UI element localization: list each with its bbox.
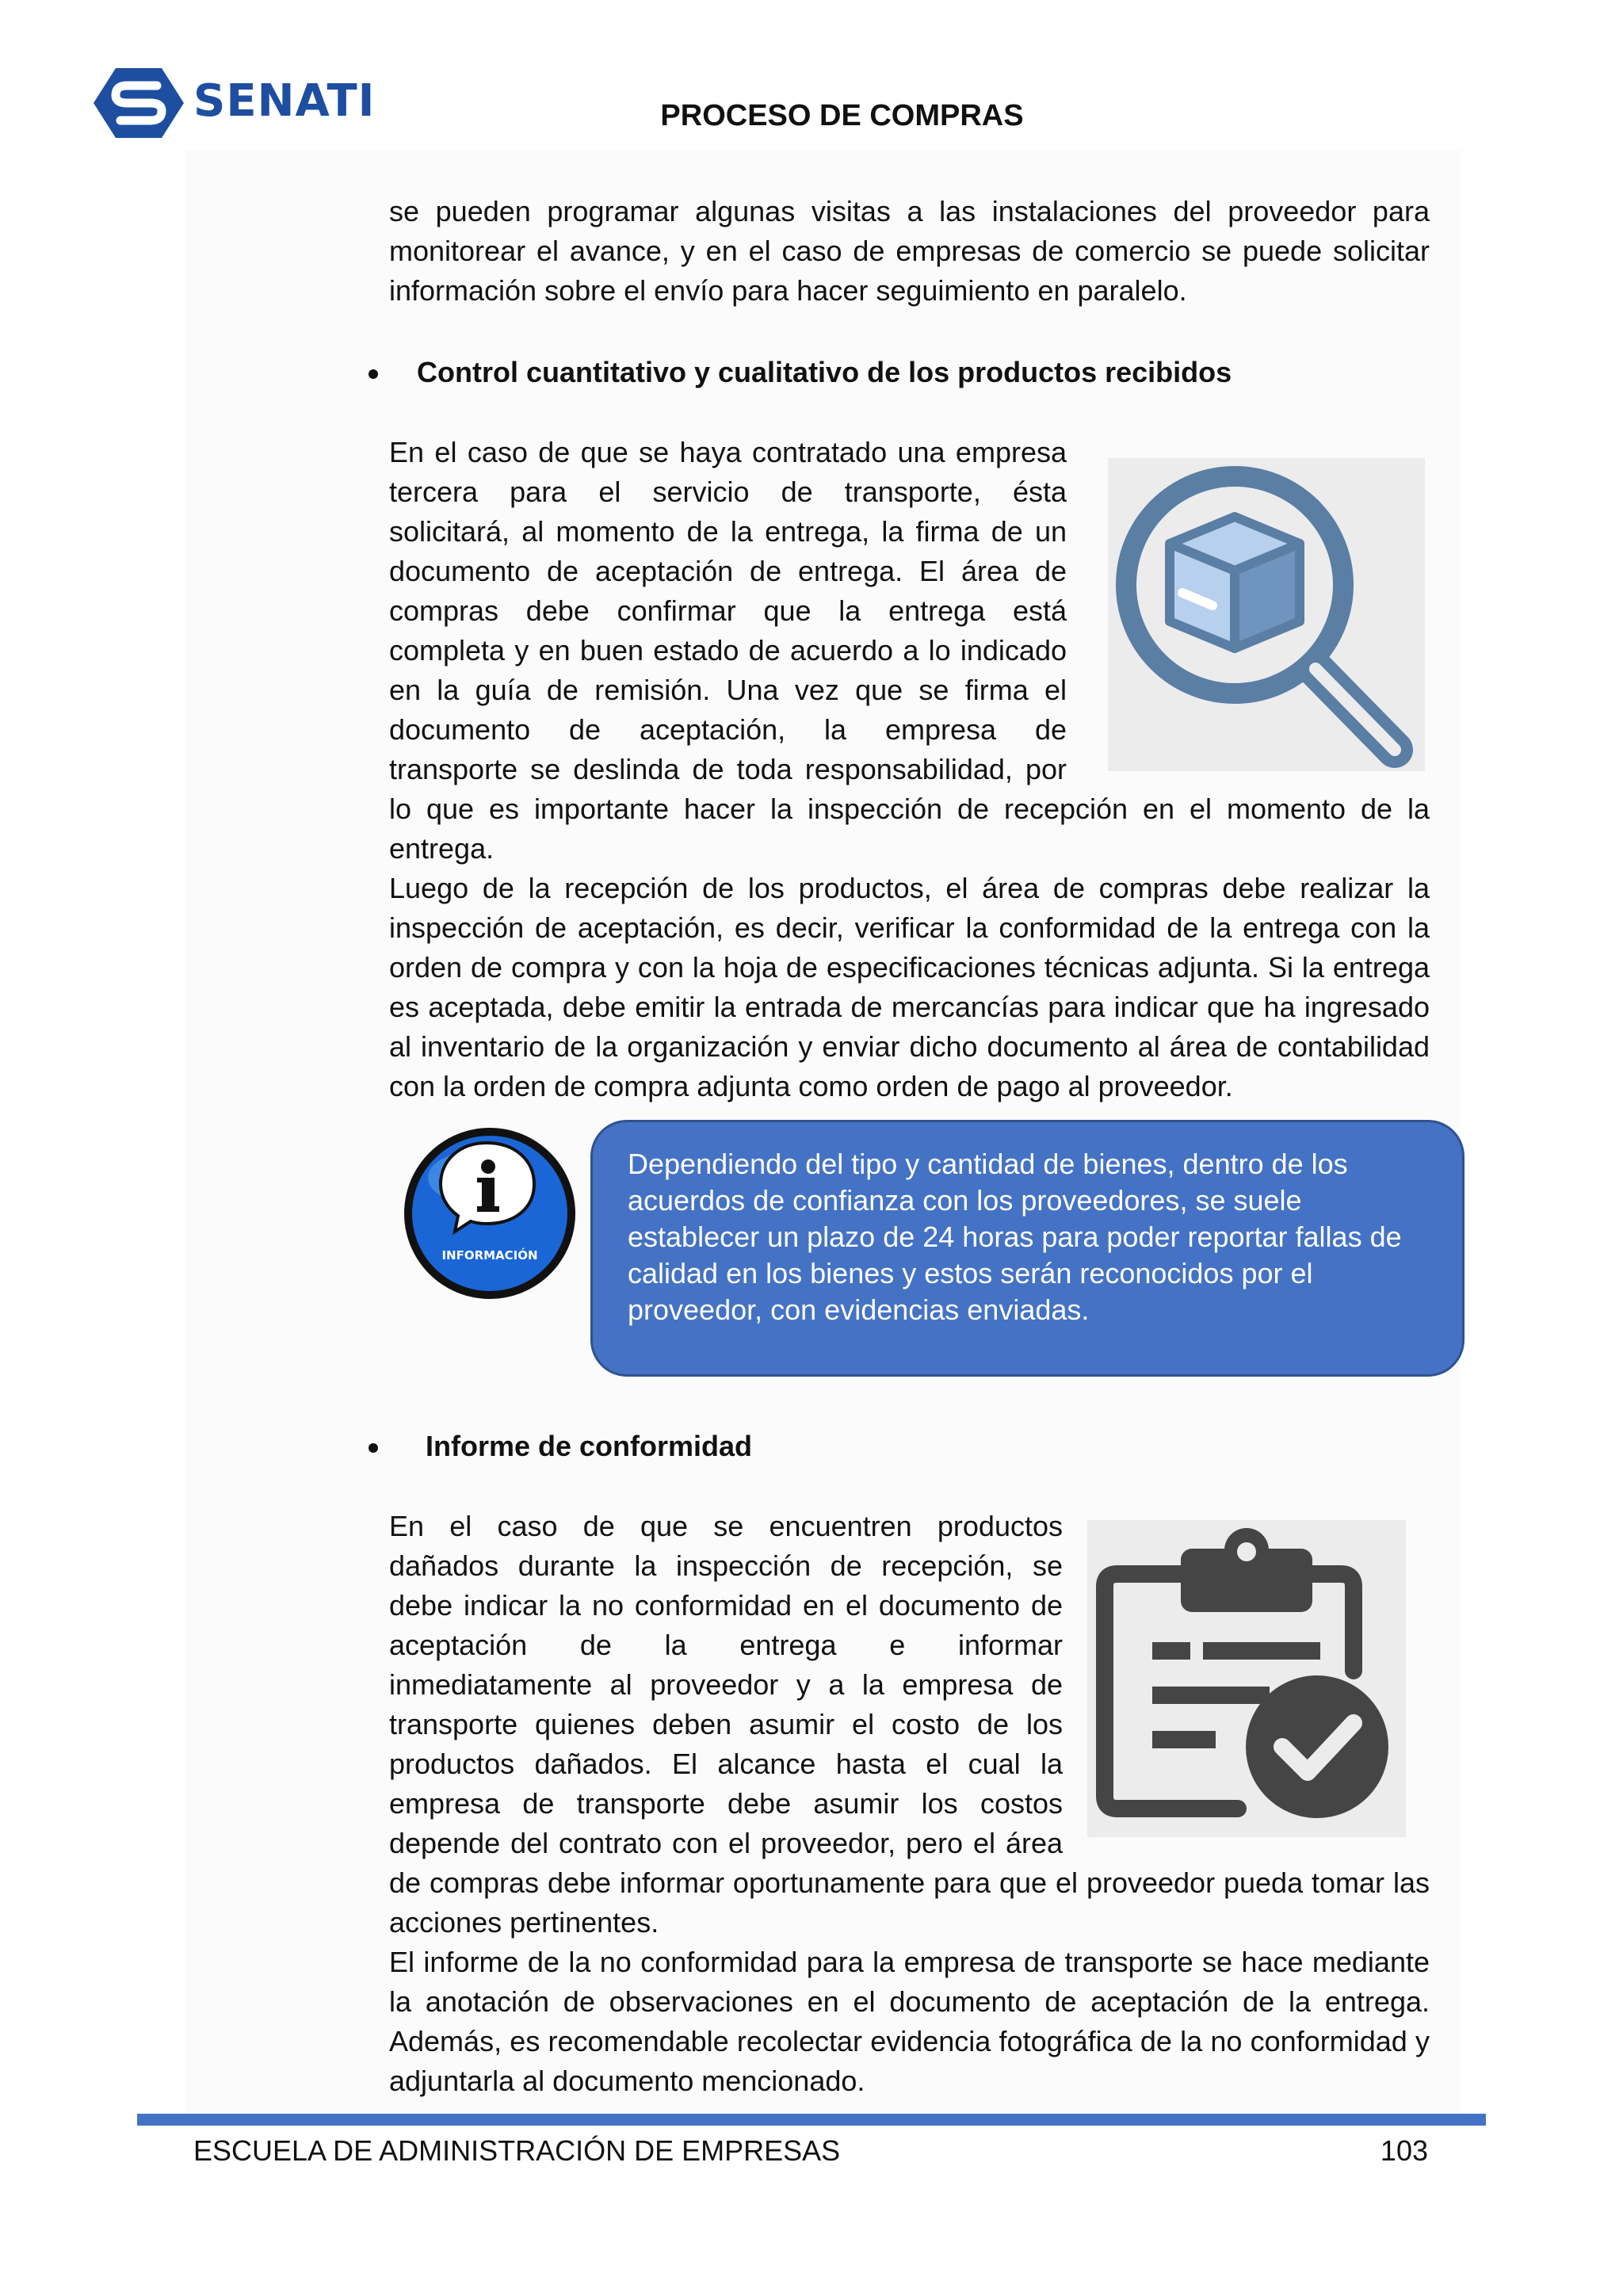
info-callout bbox=[590, 1120, 1465, 1377]
text-line: en la guía de remisión. Una vez que se firma el bbox=[389, 674, 1067, 706]
section1-wrap-text bbox=[389, 433, 1067, 789]
text-line: compras debe confirmar que la entrega está bbox=[389, 594, 1067, 627]
info-badge-label: INFORMACIÓN bbox=[441, 1248, 538, 1263]
text-line: transporte se deslinda de toda responsabilidad, por bbox=[389, 753, 1067, 785]
text-line: documento de aceptación, la empresa de bbox=[389, 713, 1067, 746]
intro-paragraph: se pueden programar algunas visitas a las instalaciones del proveedor para monitorear el avance, y en el caso de empresas de comercio se puede solicitar información sobre el envío para hacer seguimiento en paralelo. bbox=[389, 195, 1430, 307]
text-line: productos dañados. El alcance hasta el cual la bbox=[389, 1748, 1063, 1780]
section-heading-conformidad: Informe de conformidad bbox=[426, 1430, 753, 1462]
text-line: tercera para el servicio de transporte, ésta bbox=[389, 476, 1067, 508]
section2-paragraph-2: El informe de la no conformidad para la empresa de transporte se hace mediante la anotación de observaciones en el documento de aceptación de la entrega. Además, es recomendable recolectar evidencia fotográfica de la no conformidad y adjuntarla al documento mencionado. bbox=[389, 1946, 1430, 2097]
footer-divider bbox=[137, 2114, 1486, 2126]
info-badge bbox=[398, 1125, 582, 1301]
info-icon bbox=[398, 1125, 582, 1301]
clipboard-check-icon bbox=[1087, 1520, 1406, 1837]
section-heading-control: Control cuantitativo y cualitativo de los productos recibidos bbox=[417, 356, 1232, 388]
bullet-icon bbox=[369, 1443, 378, 1453]
text-line: dañados durante la inspección de recepción, se bbox=[389, 1549, 1063, 1582]
senati-logo-icon bbox=[92, 67, 185, 139]
info-callout-text: Dependiendo del tipo y cantidad de bienes, dentro de los acuerdos de confianza con los proveedores, se suele establecer un plazo de 24 horas para poder reportar fallas de calidad en los bienes y estos serán reconocidos por el proveedor, con evidencias enviadas. bbox=[628, 1148, 1402, 1326]
text-line: debe indicar la no conformidad en el documento de bbox=[389, 1589, 1063, 1622]
text-line: empresa de transporte debe asumir los costos bbox=[389, 1787, 1063, 1820]
page-title: PROCESO DE COMPRAS bbox=[660, 99, 1024, 132]
footer-school: ESCUELA DE ADMINISTRACIÓN DE EMPRESAS bbox=[193, 2134, 841, 2167]
text-line: documento de aceptación de entrega. El área de bbox=[389, 555, 1067, 587]
text-line: inmediatamente al proveedor y a la empresa de bbox=[389, 1668, 1063, 1701]
text-line: depende del contrato con el proveedor, pero el área bbox=[389, 1827, 1063, 1859]
text-line: transporte quienes deben asumir el costo de los bbox=[389, 1708, 1063, 1740]
text-line: completa y en buen estado de acuerdo a lo indicado bbox=[389, 634, 1067, 667]
page-number: 103 bbox=[1380, 2134, 1428, 2167]
section2-continuation: de compras debe informar oportunamente para que el proveedor pueda tomar las acciones pertinentes. bbox=[389, 1866, 1430, 1939]
text-line: aceptación de la entrega e informar bbox=[389, 1629, 1063, 1661]
section1-continuation: lo que es importante hacer la inspección de recepción en el momento de la entrega. bbox=[389, 793, 1430, 865]
box-magnifier-icon bbox=[1108, 458, 1425, 771]
brand-name: SENATI bbox=[193, 75, 376, 127]
text-line: En el caso de que se encuentren productos bbox=[389, 1510, 1063, 1542]
section2-wrap-text bbox=[389, 1507, 1063, 1863]
text-line: En el caso de que se haya contratado una empresa bbox=[389, 436, 1067, 468]
bullet-icon bbox=[369, 369, 378, 379]
text-line: solicitará, al momento de la entrega, la firma de un bbox=[389, 515, 1067, 548]
senati-logo bbox=[92, 67, 377, 143]
section1-paragraph-2: Luego de la recepción de los productos, el área de compras debe realizar la inspección de aceptación, es decir, verificar la conformidad de la entrega con la orden de compra y con la hoja de especificaciones técnicas adjunta. Si la entrega es aceptada, debe emitir la entrada de mercancías para indicar que ha ingresado al inventario de la organización y enviar dicho documento al área de contabilidad con la orden de compra adjunta como orden de pago al proveedor. bbox=[389, 872, 1430, 1102]
